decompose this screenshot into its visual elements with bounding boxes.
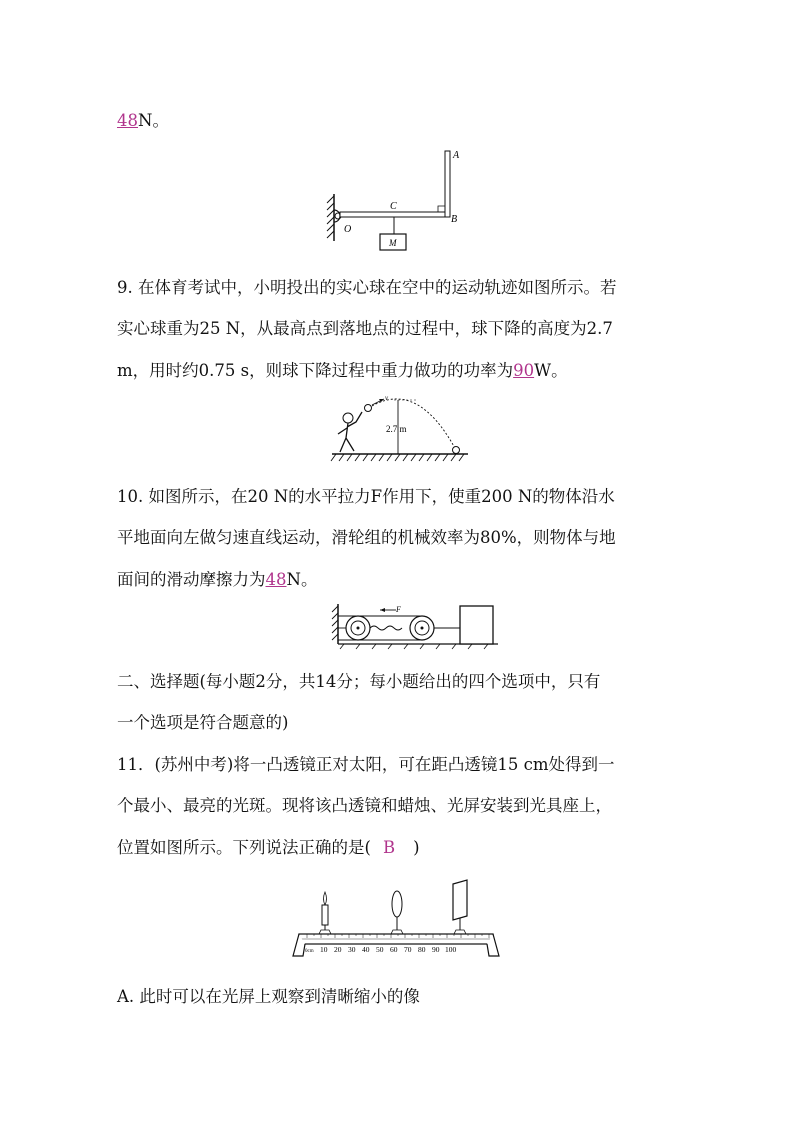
tick-40: 40	[362, 945, 370, 954]
v-label: v	[385, 394, 389, 402]
q11-answer: B	[382, 838, 396, 857]
tick-30: 30	[348, 945, 356, 954]
pulley-figure	[330, 600, 502, 650]
tick-20: 20	[334, 945, 342, 954]
q10-line3	[117, 566, 317, 590]
label-o: O	[344, 224, 352, 235]
prev-answer-line	[117, 107, 169, 131]
q10-line1: 10. 如图所示，在20 N的水平拉力F作用下，使重200 N的物体沿水	[117, 487, 615, 506]
prev-answer: 48	[117, 111, 138, 130]
tick-90: 90	[432, 945, 440, 954]
lever-figure	[318, 146, 468, 256]
throw-figure	[328, 392, 473, 464]
section2-line1: 二、选择题(每小题2分，共14分；每小题给出的四个选项中，只有	[117, 672, 601, 691]
section2-line2: 一个选项是符合题意的)	[117, 713, 289, 732]
tick-50: 50	[376, 945, 384, 954]
tick-0: 0cm	[305, 949, 314, 954]
tick-60: 60	[390, 945, 398, 954]
q9-line3-text: m，用时约0.75 s，则球下降过程中重力做功的功率为	[117, 361, 514, 380]
q11-line3-text: 位置如图所示。下列说法正确的是(	[117, 838, 371, 857]
q9-line2: 实心球重为25 N，从最高点到落地点的过程中，球下降的高度为2.7	[117, 319, 613, 338]
label-c: C	[390, 201, 397, 212]
tick-70: 70	[404, 945, 412, 954]
label-m: M	[389, 238, 397, 248]
tick-100: 100	[445, 945, 457, 954]
q10-line2: 平地面向左做匀速直线运动，滑轮组的机械效率为80%，则物体与地	[117, 528, 616, 547]
tick-80: 80	[418, 945, 426, 954]
q9-line1: 9. 在体育考试中，小明投出的实心球在空中的运动轨迹如图所示。若	[117, 278, 617, 297]
height-label: 2.7 m	[386, 424, 407, 434]
q9-answer: 90	[513, 361, 535, 380]
f-label: F	[396, 605, 401, 614]
q11-option-a: A. 此时可以在光屏上观察到清晰缩小的像	[117, 987, 420, 1006]
q11-line3	[117, 834, 420, 858]
prev-unit: N。	[138, 111, 169, 130]
q11-line3-close: )	[413, 838, 420, 857]
label-b: B	[451, 214, 458, 225]
optical-bench-figure	[291, 872, 501, 962]
q9-line3	[117, 357, 568, 381]
q11-line2: 个最小、最亮的光斑。现将该凸透镜和蜡烛、光屏安装到光具座上，	[117, 796, 612, 815]
q10-answer: 48	[265, 570, 287, 589]
label-a: A	[453, 150, 460, 161]
tick-10: 10	[320, 945, 328, 954]
q10-line3-text: 面间的滑动摩擦力为	[117, 570, 266, 589]
q10-unit: N。	[286, 570, 318, 589]
q11-line1: 11．(苏州中考)将一凸透镜正对太阳，可在距凸透镜15 cm处得到一	[117, 755, 615, 774]
q9-unit: W。	[534, 361, 568, 380]
